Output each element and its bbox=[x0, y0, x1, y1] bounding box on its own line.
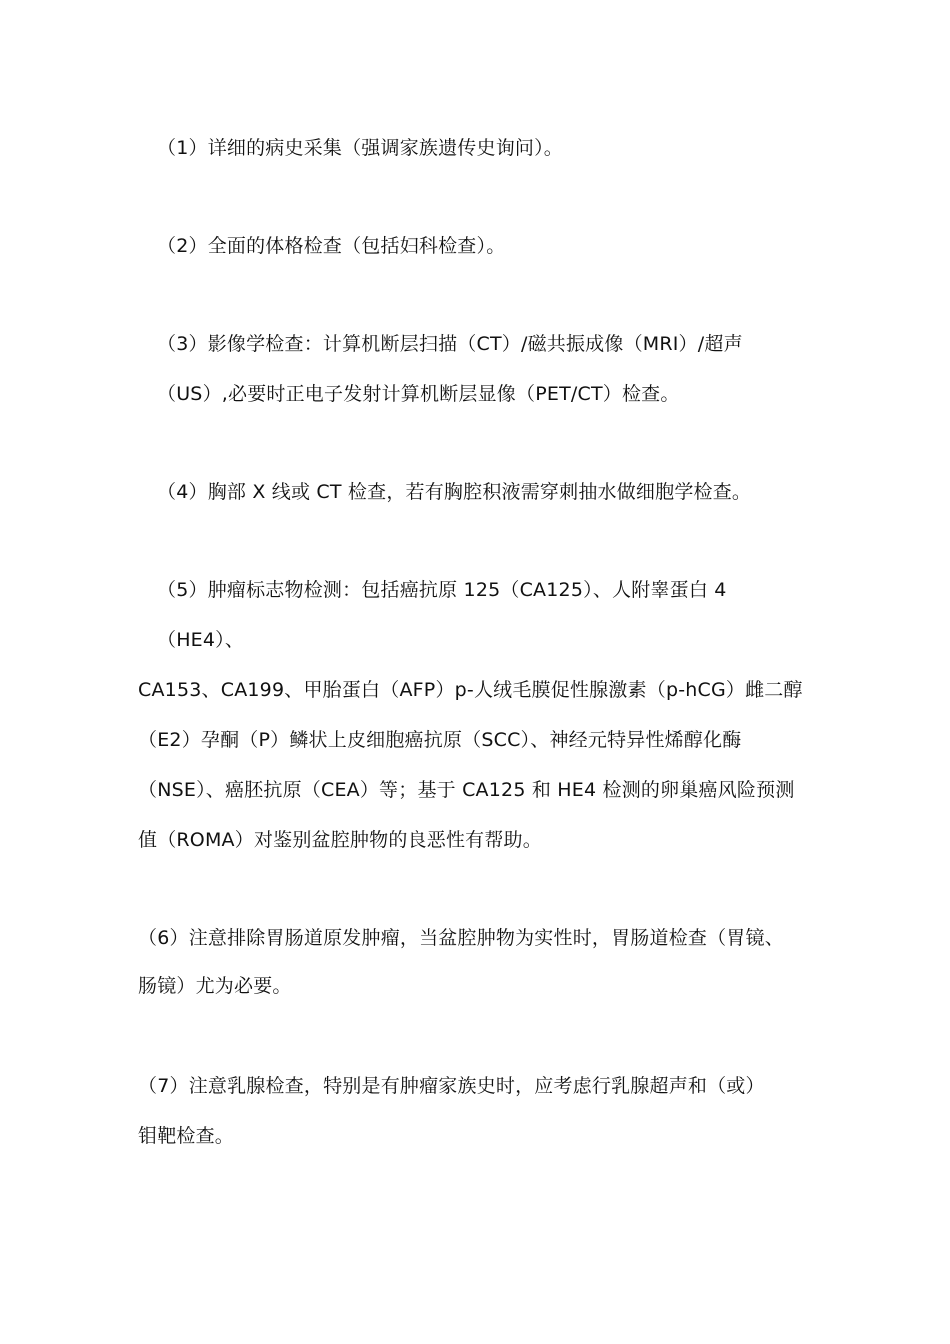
item-3-line-1: （3）影像学检查：计算机断层扫描（CT）/磁共振成像（MRI）/超声 bbox=[157, 333, 743, 355]
item-5-line-4: （E2）孕酮（P）鳞状上皮细胞癌抗原（SCC）、神经元特异性烯醇化酶 bbox=[138, 729, 742, 751]
item-5-line-3: CA153、CA199、甲胎蛋白（AFP）p-人绒毛膜促性腺激素（p-hCG）雌二醇 bbox=[138, 679, 803, 701]
item-3-line-2: （US）,必要时正电子发射计算机断层显像（PET/CT）检查。 bbox=[157, 383, 680, 405]
item-5-line-6: 值（ROMA）对鉴别盆腔肿物的良恶性有帮助。 bbox=[138, 829, 542, 851]
item-5-line-2: （HE4）、 bbox=[157, 629, 245, 651]
item-7-line-2: 钼靶检查。 bbox=[138, 1125, 235, 1147]
item-7-line-1: （7）注意乳腺检查，特别是有肿瘤家族史时，应考虑行乳腺超声和（或） bbox=[138, 1075, 765, 1097]
item-6-line-2: 肠镜）尤为必要。 bbox=[138, 975, 292, 997]
item-1-line-1: （1）详细的病史采集（强调家族遗传史询问）。 bbox=[157, 137, 563, 159]
item-5-line-1: （5）肿瘤标志物检测：包括癌抗原 125（CA125）、人附睾蛋白 4 bbox=[157, 579, 727, 601]
item-5-line-5: （NSE）、癌胚抗原（CEA）等；基于 CA125 和 HE4 检测的卵巢癌风险预测 bbox=[138, 779, 795, 801]
item-4-line-1: （4）胸部 X 线或 CT 检查，若有胸腔积液需穿刺抽水做细胞学检查。 bbox=[157, 481, 752, 503]
item-6-line-1: （6）注意排除胃肠道原发肿瘤，当盆腔肿物为实性时，胃肠道检查（胃镜、 bbox=[138, 927, 784, 949]
item-2-line-1: （2）全面的体格检查（包括妇科检查）。 bbox=[157, 235, 506, 257]
